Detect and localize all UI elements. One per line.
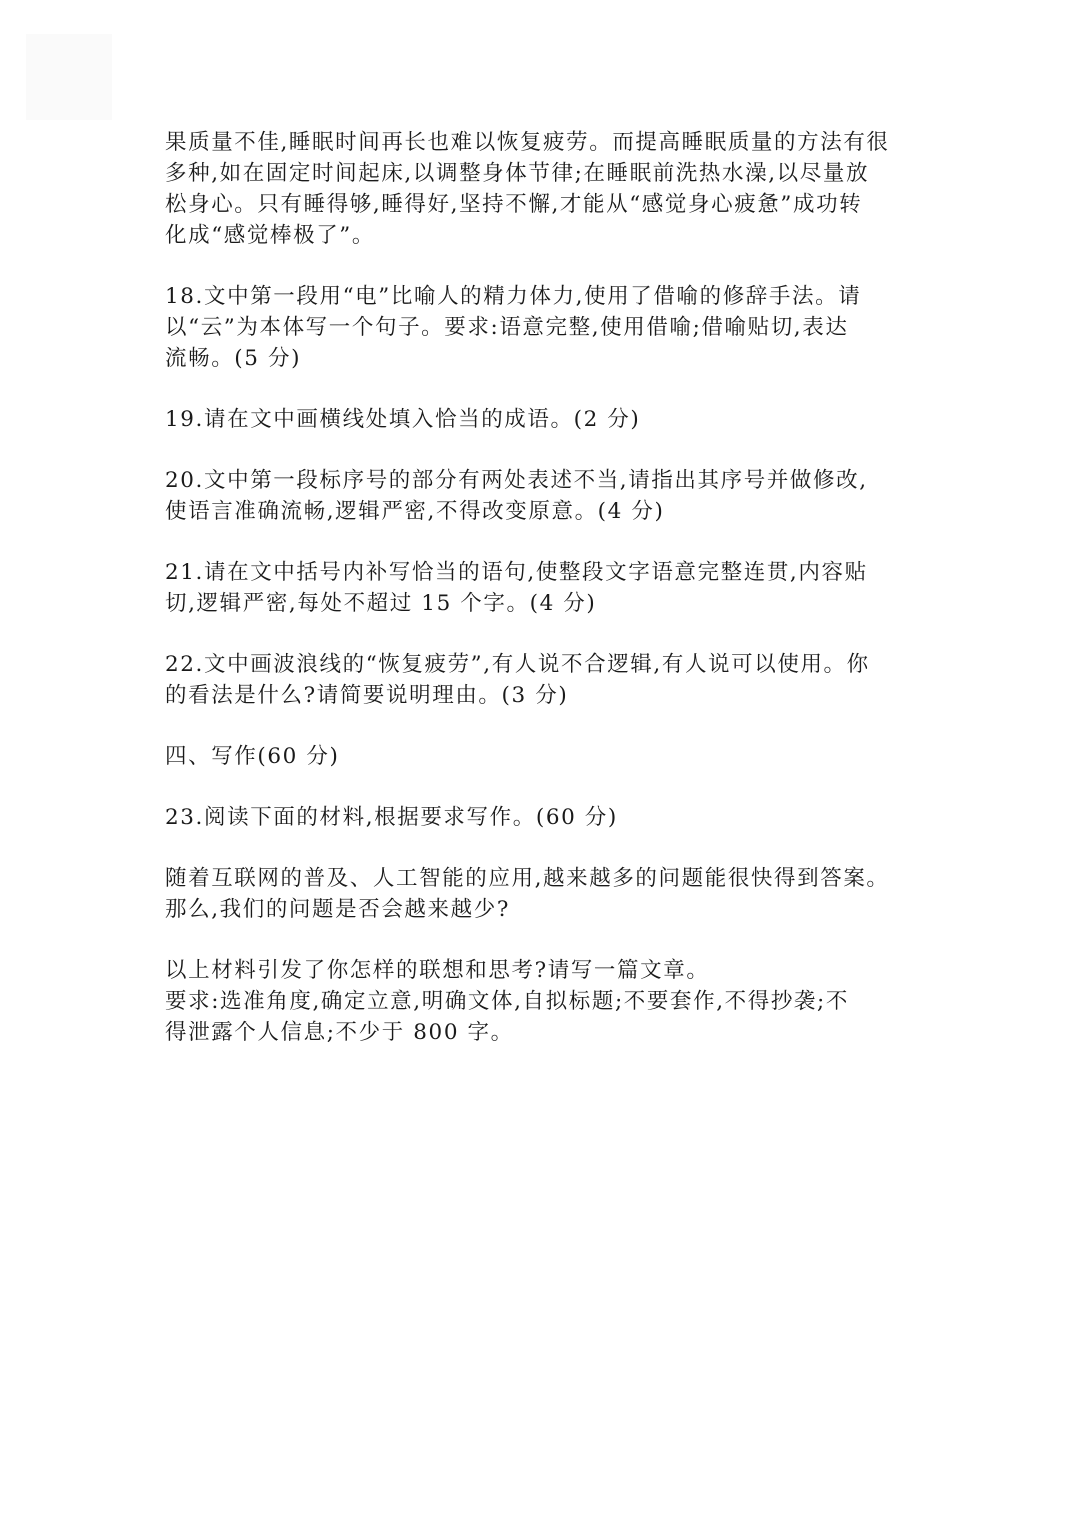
text-line: 19.请在文中画横线处填入恰当的成语。(2 分) — [165, 407, 641, 432]
document-body — [165, 127, 917, 1048]
question-18 — [165, 281, 917, 374]
text-line: 21.请在文中括号内补写恰当的语句,使整段文字语意完整连贯,内容贴 — [165, 560, 868, 585]
text-line: 松身心。只有睡得够,睡得好,坚持不懈,才能从“感觉身心疲惫”成功转 — [165, 192, 863, 217]
text-line: 切,逻辑严密,每处不超过 15 个字。(4 分) — [165, 591, 597, 616]
text-line: 多种,如在固定时间起床,以调整身体节律;在睡眠前洗热水澡,以尽量放 — [165, 161, 870, 186]
text-line: 的看法是什么?请简要说明理由。(3 分) — [165, 683, 569, 708]
section-title: 四、写作(60 分) — [165, 744, 340, 769]
text-line: 20.文中第一段标序号的部分有两处表述不当,请指出其序号并做修改, — [165, 468, 868, 493]
question-22 — [165, 649, 917, 711]
text-line: 22.文中画波浪线的“恢复疲劳”,有人说不合逻辑,有人说可以使用。你 — [165, 652, 870, 677]
question-19 — [165, 404, 917, 435]
text-line: 那么,我们的问题是否会越来越少? — [165, 897, 510, 922]
text-line: 得泄露个人信息;不少于 800 字。 — [165, 1020, 514, 1045]
text-line: 以上材料引发了你怎样的联想和思考?请写一篇文章。 — [165, 958, 710, 983]
section-heading-writing — [165, 741, 917, 772]
intro-paragraph — [165, 127, 917, 251]
question-21 — [165, 557, 917, 619]
text-line: 果质量不佳,睡眠时间再长也难以恢复疲劳。而提高睡眠质量的方法有很 — [165, 130, 890, 155]
text-line: 使语言准确流畅,逻辑严密,不得改变原意。(4 分) — [165, 499, 665, 524]
text-line: 以“云”为本体写一个句子。要求:语意完整,使用借喻;借喻贴切,表达 — [165, 315, 849, 340]
writing-task — [165, 955, 917, 1048]
corner-watermark — [26, 34, 112, 120]
text-line: 要求:选准角度,确定立意,明确文体,自拟标题;不要套作,不得抄袭;不 — [165, 989, 849, 1014]
text-line: 流畅。(5 分) — [165, 346, 302, 371]
text-line: 随着互联网的普及、人工智能的应用,越来越多的问题能很快得到答案。 — [165, 866, 890, 891]
text-line: 23.阅读下面的材料,根据要求写作。(60 分) — [165, 805, 618, 830]
question-23 — [165, 802, 917, 833]
text-line: 18.文中第一段用“电”比喻人的精力体力,使用了借喻的修辞手法。请 — [165, 284, 862, 309]
writing-material — [165, 863, 917, 925]
text-line: 化成“感觉棒极了”。 — [165, 223, 375, 248]
question-20 — [165, 465, 917, 527]
